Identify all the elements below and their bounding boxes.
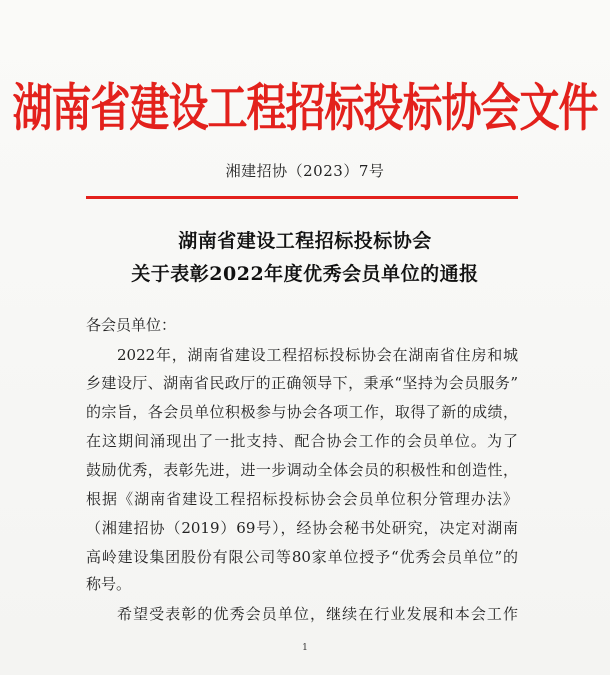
body-line-9: 称号。 xyxy=(86,575,132,593)
notice-title-line-2: 关于表彰2022年度优秀会员单位的通报 xyxy=(131,263,479,285)
notice-title-line-1: 湖南省建设工程招标投标协会 xyxy=(178,230,432,252)
body-line-1: 2022年，湖南省建设工程招标投标协会在湖南省住房和城 xyxy=(117,346,518,364)
body-line-3: 的宗旨，各会员单位积极参与协会各项工作，取得了新的成绩， xyxy=(86,403,518,421)
body-line-5: 鼓励优秀，表彰先进，进一步调动全体会员的积极性和创造性， xyxy=(86,461,518,479)
body-line-6: 根据《湖南省建设工程招标投标协会会员单位积分管理办法》 xyxy=(86,490,518,508)
document-number: 湘建招协（2023）7号 xyxy=(225,162,385,180)
body-line-10: 希望受表彰的优秀会员单位，继续在行业发展和本会工作 xyxy=(117,605,518,623)
page-number: 1 xyxy=(302,643,308,653)
body-line-7: （湘建招协（2019）69号），经协会秘书处研究，决定对湖南 xyxy=(86,519,518,537)
issuer-title: 湖南省建设工程招标投标协会文件 xyxy=(12,78,598,139)
body-line-4: 在这期间涌现出了一批支持、配合协会工作的会员单位。为了 xyxy=(86,432,518,450)
salutation: 各会员单位： xyxy=(86,316,177,334)
red-divider-line xyxy=(86,196,518,199)
body-line-8: 高岭建设集团股份有限公司等80家单位授予“优秀会员单位”的 xyxy=(86,548,518,566)
body-line-2: 乡建设厅、湖南省民政厅的正确领导下，秉承“坚持为会员服务” xyxy=(86,374,518,392)
